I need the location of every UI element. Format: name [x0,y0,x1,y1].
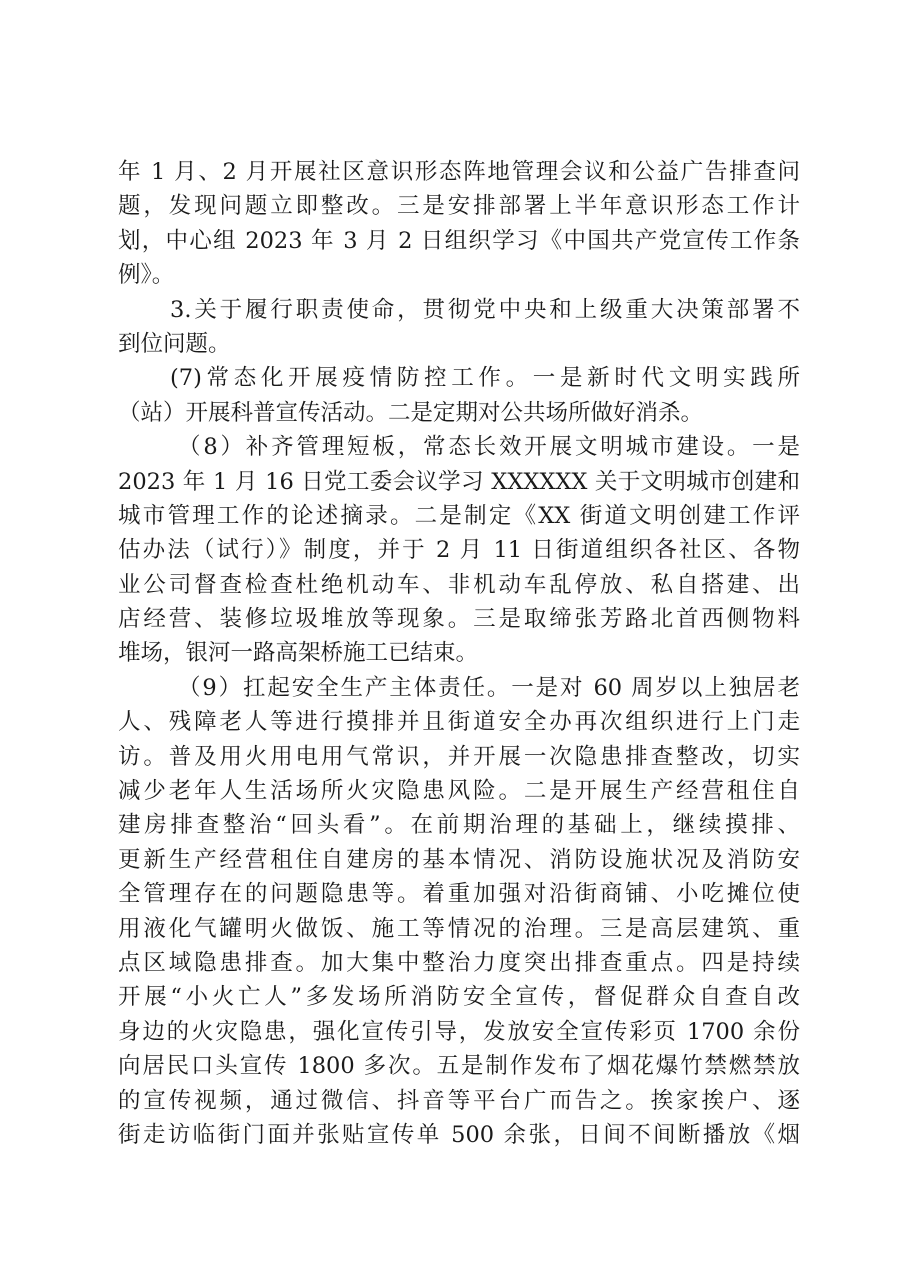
text-line: 年 1 月、2 月开展社区意识形态阵地管理会议和公益广告排查问 [118,159,800,185]
text-line: 的宣传视频，通过微信、抖音等平台广而告之。挨家挨户、逐 [118,1087,800,1114]
text-line: 减少老年人生活场所火灾隐患风险。二是开展生产经营租住自 [118,778,800,805]
text-line: 访。普及用火用电用气常识，并开展一次隐患排查整改，切实 [118,743,800,770]
text-line: 街走访临街门面并张贴宣传单 500 余张，日间不间断播放《烟 [118,1121,800,1148]
text-line: 3.关于履行职责使命，贯彻党中央和上级重大决策部署不 [170,296,800,323]
text-line: 身边的火灾隐患，强化宣传引导，发放安全宣传彩页 1700 余份 [118,1018,800,1045]
text-line: 估办法（试行）》制度，并于 2 月 11 日街道组织各社区、各物 [118,537,800,564]
text-line: 例》。 [118,262,175,289]
text-line: 堆场，银河一路高架桥施工已结束。 [118,640,479,667]
text-line: 开展“小火亡人”多发场所消防安全宣传，督促群众自查自改 [118,984,800,1011]
text-line: 用液化气罐明火做饭、施工等情况的治理。三是高层建筑、重 [118,915,800,942]
text-line: 2023 年 1 月 16 日党工委会议学习 XXXXXX 关于文明城市创建和 [118,468,800,495]
text-line: （9）扛起安全生产主体责任。一是对 60 周岁以上独居老 [178,674,800,701]
text-line: 向居民口头宣传 1800 多次。五是制作发布了烟花爆竹禁燃禁放 [118,1053,800,1080]
text-line: 建房排查整治“回头看”。在前期治理的基础上，继续摸排、 [118,812,800,839]
text-line: 业公司督查检查杜绝机动车、非机动车乱停放、私自搭建、出 [118,571,800,598]
text-line: 更新生产经营租住自建房的基本情况、消防设施状况及消防安 [118,846,800,873]
text-line: 题，发现问题立即整改。三是安排部署上半年意识形态工作计 [118,193,800,220]
text-line: （站）开展科普宣传活动。二是定期对公共场所做好消杀。 [118,399,704,426]
body-text [118,155,800,1152]
text-line: (7)常态化开展疫情防控工作。一是新时代文明实践所 [170,365,800,392]
text-line: （8）补齐管理短板，常态长效开展文明城市建设。一是 [178,434,800,461]
text-line: 全管理存在的问题隐患等。着重加强对沿街商铺、小吃摊位使 [118,881,800,908]
text-line: 人、残障老人等进行摸排并且街道安全办再次组织进行上门走 [118,709,800,736]
text-line: 点区域隐患排查。加大集中整治力度突出排查重点。四是持续 [118,949,800,976]
text-line: 划，中心组 2023 年 3 月 2 日组织学习《中国共产党宣传工作条 [118,227,800,254]
text-line: 到位问题。 [118,330,231,357]
text-line: 店经营、装修垃圾堆放等现象。三是取缔张芳路北首西侧物料 [118,606,800,633]
text-line: 城市管理工作的论述摘录。二是制定《XX 街道文明创建工作评 [118,502,800,529]
